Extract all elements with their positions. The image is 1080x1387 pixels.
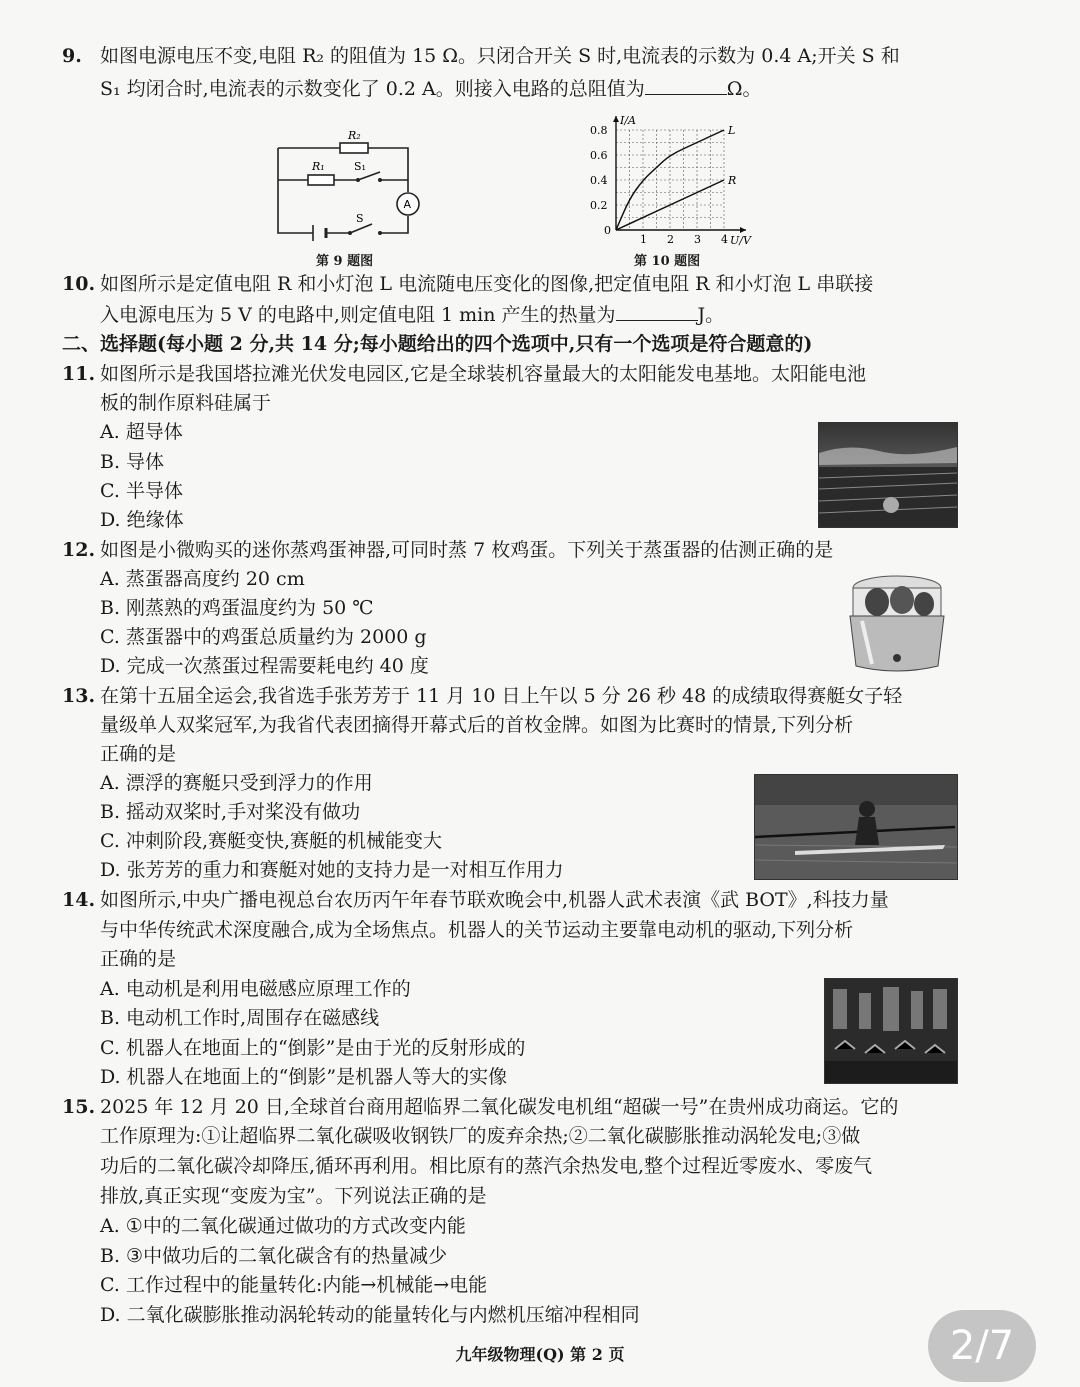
q10-line2 [100,302,724,327]
q14-option-c: C. 机器人在地面上的“倒影”是由于光的反射形成的 [100,1037,526,1059]
q12-option-a: A. 蒸蛋器高度约 20 cm [100,568,305,590]
y-tick-label-2: 0.4 [590,174,608,187]
q13-number: 13. [62,685,96,707]
section2-title: 二、选择题(每小题 2 分,共 14 分;每小题给出的四个选项中,只有一个选项是符合题意的) [62,333,813,355]
q15-line4: 排放,真正实现“变废为宝”。下列说法正确的是 [100,1185,487,1207]
q9-answer-blank [645,76,727,95]
label-ammeter: A [403,198,412,211]
q10-line2-text: 入电源电压为 5 V 的电路中,则定值电阻 1 min 产生的热量为 [100,304,616,326]
q11-option-d: D. 绝缘体 [100,509,184,531]
q15-line2: 工作原理为:①让超临界二氧化碳吸收钢铁厂的废弃余热;②二氧化碳膨胀推动涡轮发电;③做 [100,1125,861,1147]
y-axis-label: I/A [620,114,636,127]
q15-option-b: B. ③中做功后的二氧化碳含有的热量减少 [100,1245,448,1267]
q11-option-a: A. 超导体 [100,421,183,443]
q14-line2: 与中华传统武术深度融合,成为全场焦点。机器人的关节运动主要靠电动机的驱动,下列分析 [100,919,854,941]
series-label-R: R [728,174,737,187]
q13-option-d: D. 张芳芳的重力和赛艇对她的支持力是一对相互作用力 [100,859,564,881]
solar-park-photo [818,422,958,528]
q12-option-c: C. 蒸蛋器中的鸡蛋总质量约为 2000 g [100,626,427,648]
label-r2: R₂ [348,129,361,142]
x-tick-label-3: 3 [694,233,701,246]
y-tick-label-1: 0.6 [590,149,608,162]
q14-option-a: A. 电动机是利用电磁感应原理工作的 [100,978,411,1000]
q13-line1: 在第十五届全运会,我省选手张芳芳于 11 月 10 日上午以 5 分 26 秒 48 的成绩取得赛艇女子轻 [100,685,903,707]
rowing-photo [754,774,958,880]
x-tick-label-2: 2 [667,233,674,246]
robot-martial-arts-photo [824,978,958,1084]
q13-option-b: B. 摇动双桨时,手对桨没有做功 [100,801,361,823]
q15-option-d: D. 二氧化碳膨胀推动涡轮转动的能量转化与内燃机压缩冲程相同 [100,1304,640,1326]
q10-line1: 如图所示是定值电阻 R 和小灯泡 L 电流随电压变化的图像,把定值电阻 R 和小灯泡 L 串联接 [100,273,874,295]
q13-option-c: C. 冲刺阶段,赛艇变快,赛艇的机械能变大 [100,830,443,852]
q15-line1: 2025 年 12 月 20 日,全球首台商用超临界二氧化碳发电机组“超碳一号”在贵州成功商运。它的 [100,1096,899,1118]
q9-circuit-diagram [268,128,428,248]
q15-option-c: C. 工作过程中的能量转化:内能→机械能→电能 [100,1274,488,1296]
label-s1: S₁ [354,160,366,173]
q10-iu-chart [582,108,762,248]
q13-line3: 正确的是 [100,743,177,765]
q9-line2-text: S₁ 均闭合时,电流表的示数变化了 0.2 A。则接入电路的总阻值为 [100,78,645,100]
q12-line1: 如图是小微购买的迷你蒸鸡蛋神器,可同时蒸 7 枚鸡蛋。下列关于蒸蛋器的估测正确的是 [100,539,834,561]
x-axis-arrow [740,227,746,233]
page-footer: 九年级物理(Q) 第 2 页 [455,1345,625,1364]
q11-line2: 板的制作原料硅属于 [100,392,272,414]
q12-number: 12. [62,539,96,561]
x-tick-label-1: 1 [640,233,647,246]
q15-option-a: A. ①中的二氧化碳通过做功的方式改变内能 [100,1215,466,1237]
q12-option-b: B. 刚蒸熟的鸡蛋温度约为 50 ℃ [100,597,374,619]
q9-line2 [100,76,762,101]
egg-cooker-photo [842,566,952,676]
x-tick-label-4: 4 [721,233,728,246]
y-tick-label-3: 0.2 [590,199,608,212]
q10-number: 10. [62,273,96,295]
q13-line2: 量级单人双桨冠军,为我省代表团摘得开幕式后的首枚金牌。如图为比赛时的情景,下列分析 [100,714,854,736]
q15-line3: 功后的二氧化碳冷却降压,循环再利用。相比原有的蒸汽余热发电,整个过程近零废水、零废气 [100,1155,873,1177]
q10-answer-blank [616,302,698,321]
q10-caption: 第 10 题图 [634,254,701,269]
label-s: S [356,212,364,225]
q11-option-c: C. 半导体 [100,480,183,502]
q10-unit: J。 [697,304,725,326]
q15-number: 15. [62,1096,96,1118]
q11-line1: 如图所示是我国塔拉滩光伏发电园区,它是全球装机容量最大的太阳能发电基地。太阳能电池 [100,363,867,385]
q14-option-d: D. 机器人在地面上的“倒影”是机器人等大的实像 [100,1066,508,1088]
label-r1: R₁ [312,160,325,173]
x-axis-label: U/V [730,234,751,247]
y-axis-arrow [613,116,619,122]
page-indicator: 2/7 [928,1310,1036,1382]
q9-line1: 如图电源电压不变,电阻 R₂ 的阻值为 15 Ω。只闭合开关 S 时,电流表的示数为 0.4 A;开关 S 和 [100,45,900,67]
q14-number: 14. [62,889,96,911]
q12-option-d: D. 完成一次蒸蛋过程需要耗电约 40 度 [100,655,429,677]
q14-option-b: B. 电动机工作时,周围存在磁感线 [100,1007,380,1029]
q11-number: 11. [62,363,96,385]
q14-line3: 正确的是 [100,948,177,970]
q13-option-a: A. 漂浮的赛艇只受到浮力的作用 [100,772,373,794]
q14-line1: 如图所示,中央广播电视总台农历丙午年春节联欢晚会中,机器人武术表演《武 BOT》,科技力量 [100,889,889,911]
y-tick-label-0: 0.8 [590,124,608,137]
q9-number: 9. [62,45,82,67]
q9-unit: Ω。 [726,78,762,100]
q9-caption: 第 9 题图 [316,254,374,269]
origin-label: 0 [604,224,611,237]
series-label-L: L [728,124,736,137]
q11-option-b: B. 导体 [100,451,165,473]
